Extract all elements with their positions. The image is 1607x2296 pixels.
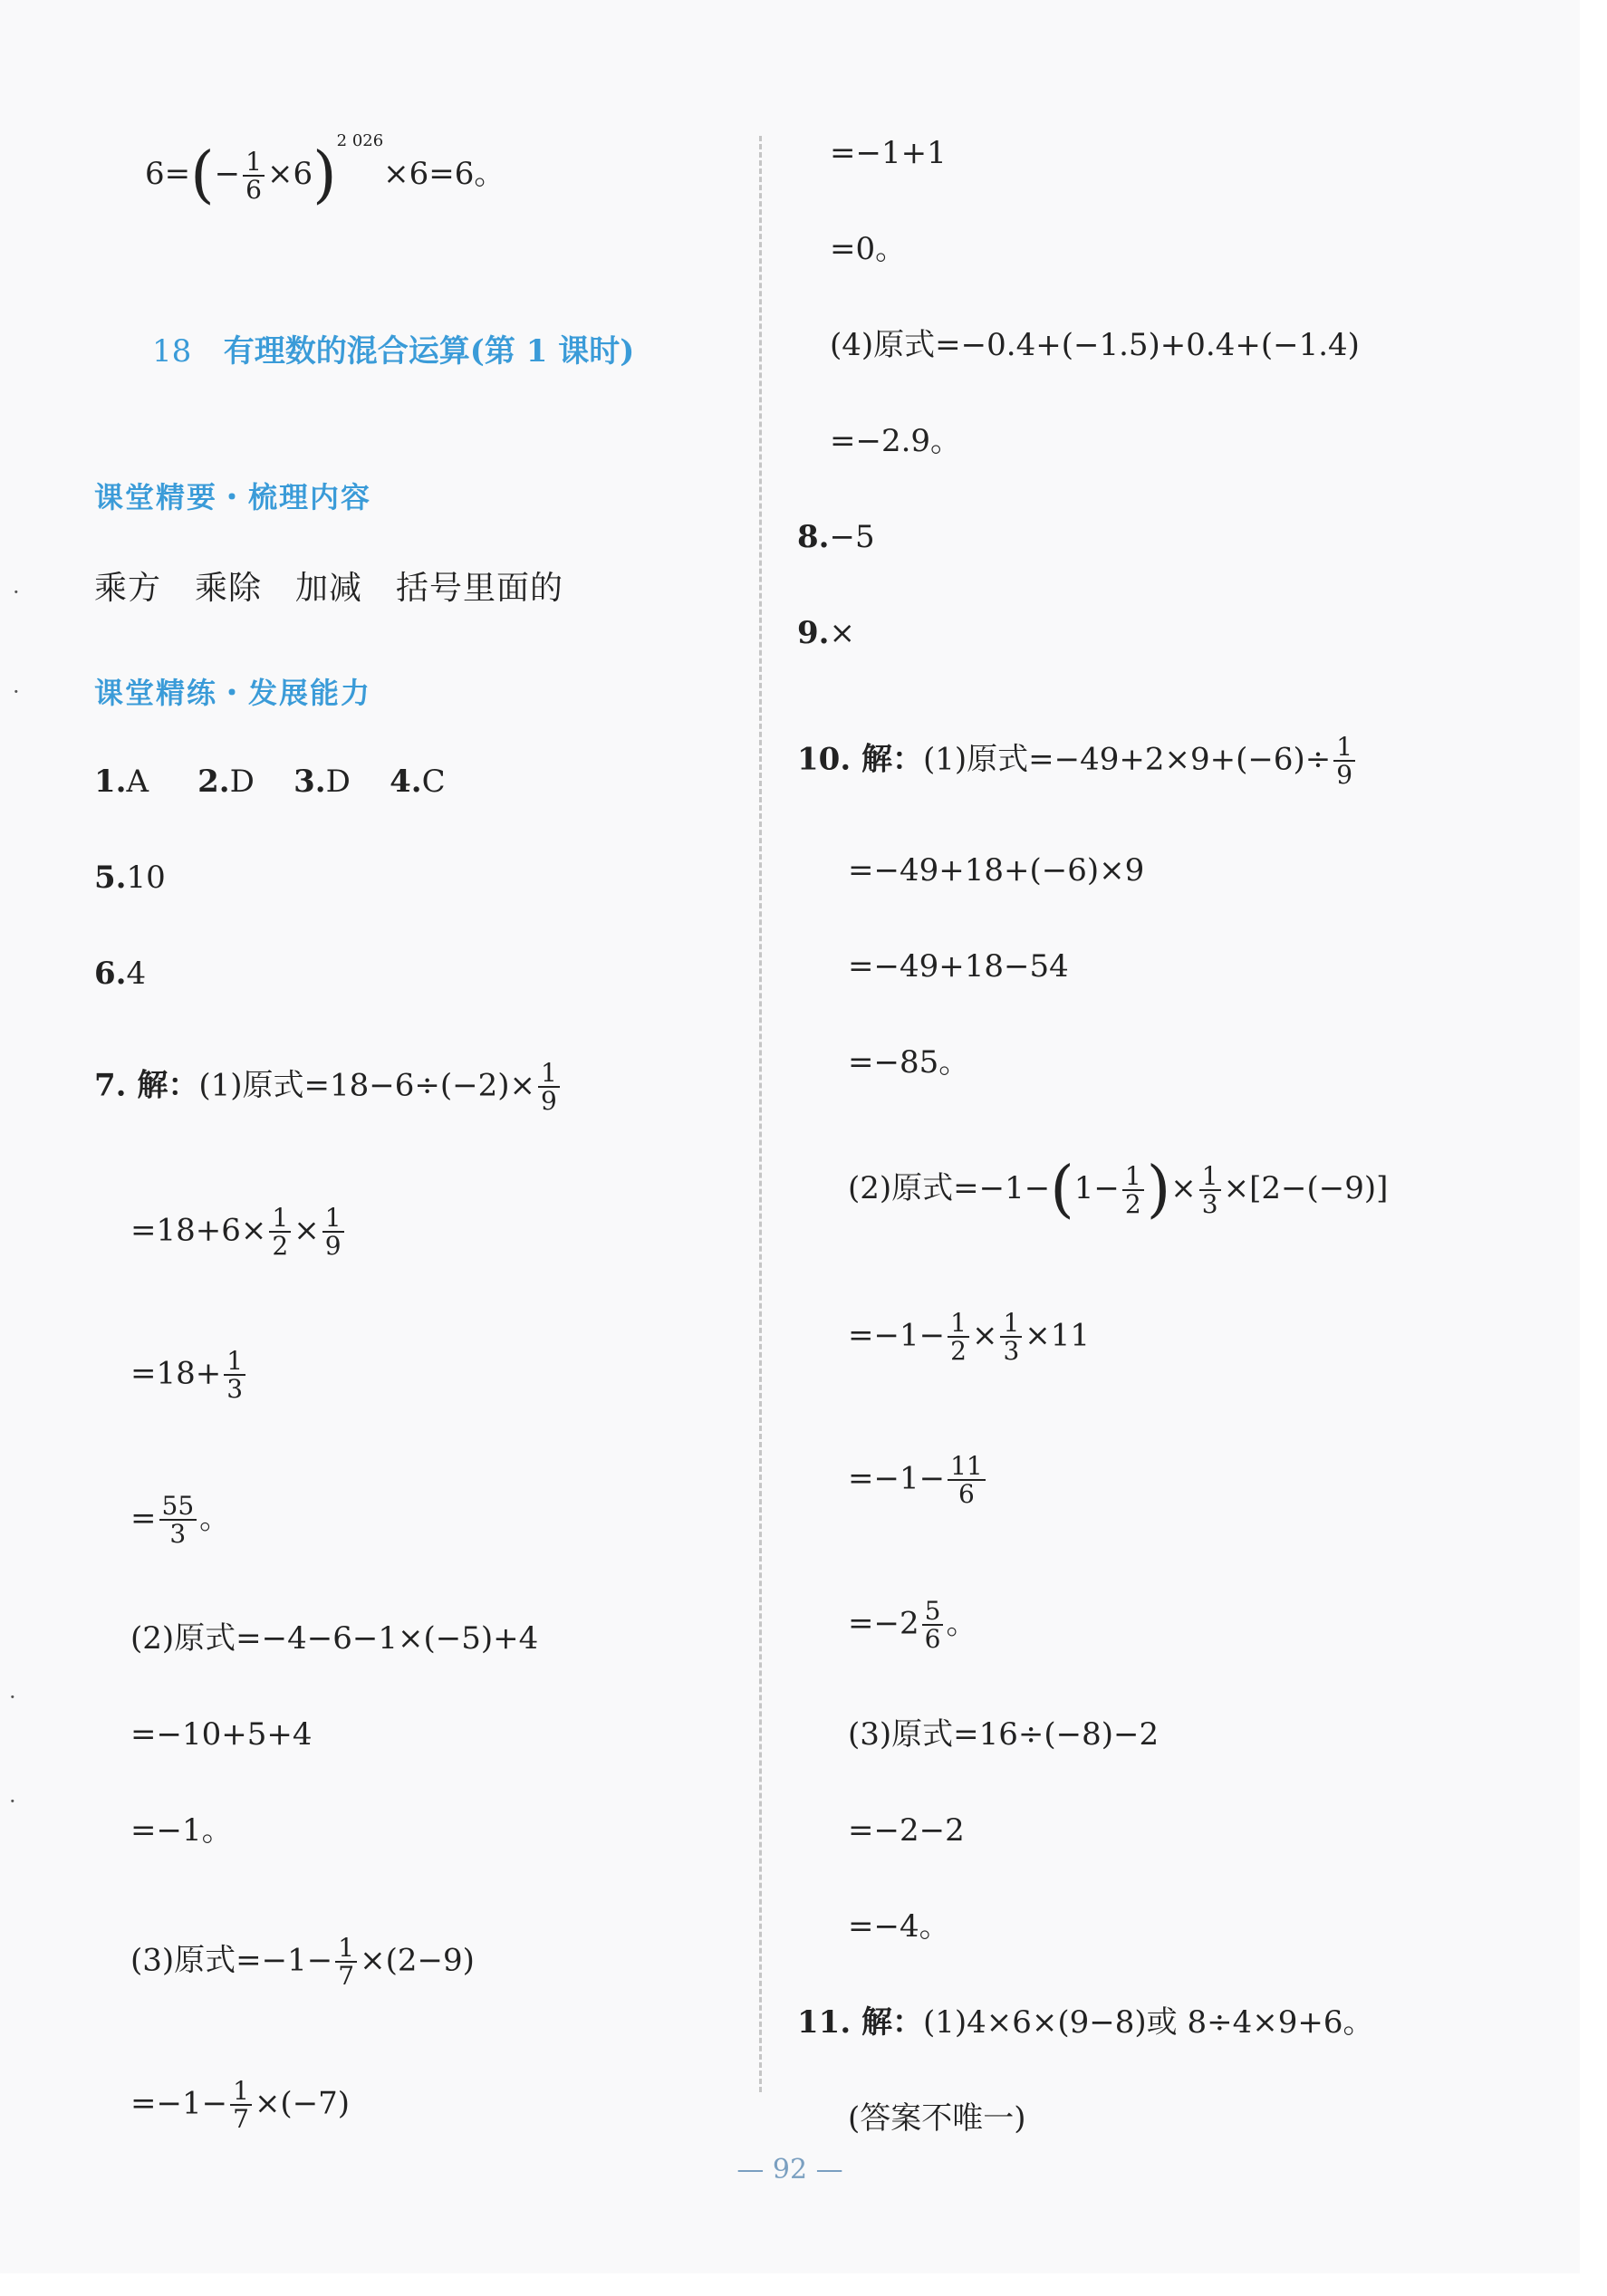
answer-10-line-5: (2)原式=−1−(1− $\frac{1}{2}$ )× $\frac{1}{3}$ ×[2−(−9)] — [848, 1154, 1389, 1225]
answer-5: 5.10 — [94, 860, 166, 896]
answer-10-line-9: (3)原式=16÷(−8)−2 — [848, 1716, 1160, 1753]
answer-10-line-1: 10. 解：(1)原式=−49+2×9+(−6)÷ $\frac{1}{9}$ — [797, 734, 1358, 789]
answer-cont-line-2: =0。 — [830, 231, 907, 267]
answer-10-line-2: =−49+18+(−6)×9 — [848, 852, 1145, 889]
answer-cont-line-3: (4)原式=−0.4+(−1.5)+0.4+(−1.4) — [830, 327, 1360, 363]
answer-10-line-8: =−2 $\frac{5}{6}$ 。 — [848, 1596, 977, 1655]
answer-10-line-6: =−1− $\frac{1}{2}$ × $\frac{1}{3}$ ×11 — [848, 1308, 1091, 1367]
column-divider — [759, 136, 762, 2092]
answer-7-line-1: 7. 解：(1)原式=18−6÷(−2)× $\frac{1}{9}$ — [94, 1060, 563, 1115]
continued-equation: 6=(− $\frac{1}{6}$ ×6)$^{2 026}$×6=6。 — [145, 130, 505, 211]
margin-mark: · — [13, 679, 20, 705]
margin-mark: · — [9, 1685, 16, 1710]
answer-cont-line-4: =−2.9。 — [830, 423, 962, 459]
answer-7-line-3: =18+ $\frac{1}{3}$ — [130, 1348, 248, 1403]
heading-summary: 课堂精要・梳理内容 — [94, 480, 372, 514]
answer-7-line-8: (3)原式=−1− $\frac{1}{7}$ ×(2−9) — [130, 1933, 475, 1992]
page-number: — 92 — — [736, 2154, 843, 2186]
answer-7-line-9: =−1− $\frac{1}{7}$ ×(−7) — [130, 2076, 351, 2135]
answer-7-line-5: (2)原式=−4−6−1×(−5)+4 — [130, 1620, 539, 1657]
answer-9: 9.× — [797, 615, 855, 651]
answer-10-line-3: =−49+18−54 — [848, 948, 1069, 985]
answer-7-line-7: =−1。 — [130, 1812, 233, 1849]
answer-8: 8.−5 — [797, 519, 875, 555]
answer-7-line-6: =−10+5+4 — [130, 1716, 313, 1753]
answer-10-line-10: =−2−2 — [848, 1812, 965, 1849]
heading-practice: 课堂精练・发展能力 — [94, 676, 372, 710]
answer-10-line-4: =−85。 — [848, 1044, 970, 1081]
answer-6: 6.4 — [94, 956, 147, 992]
answer-10-line-11: =−4。 — [848, 1908, 950, 1945]
operation-order-text: 乘方 乘除 加减 括号里面的 — [94, 570, 564, 607]
margin-mark: · — [9, 1789, 16, 1814]
answer-10-line-7: =−1− $\frac{11}{6}$ — [848, 1453, 988, 1508]
section-title: 18 有理数的混合运算(第 1 课时) — [152, 333, 635, 370]
answer-7-line-2: =18+6× $\frac{1}{2}$ × $\frac{1}{9}$ — [130, 1205, 347, 1260]
mc-answers: 1.A 2.D 3.D 4.C — [94, 764, 446, 800]
answer-11-note: (答案不唯一) — [848, 2100, 1026, 2137]
answer-11-line-1: 11. 解：(1)4×6×(9−8)或 8÷4×9+6。 — [797, 2004, 1374, 2041]
answer-cont-line-1: =−1+1 — [830, 135, 947, 171]
margin-mark: · — [13, 580, 20, 605]
answer-7-line-4: = $\frac{55}{3}$ 。 — [130, 1491, 231, 1550]
